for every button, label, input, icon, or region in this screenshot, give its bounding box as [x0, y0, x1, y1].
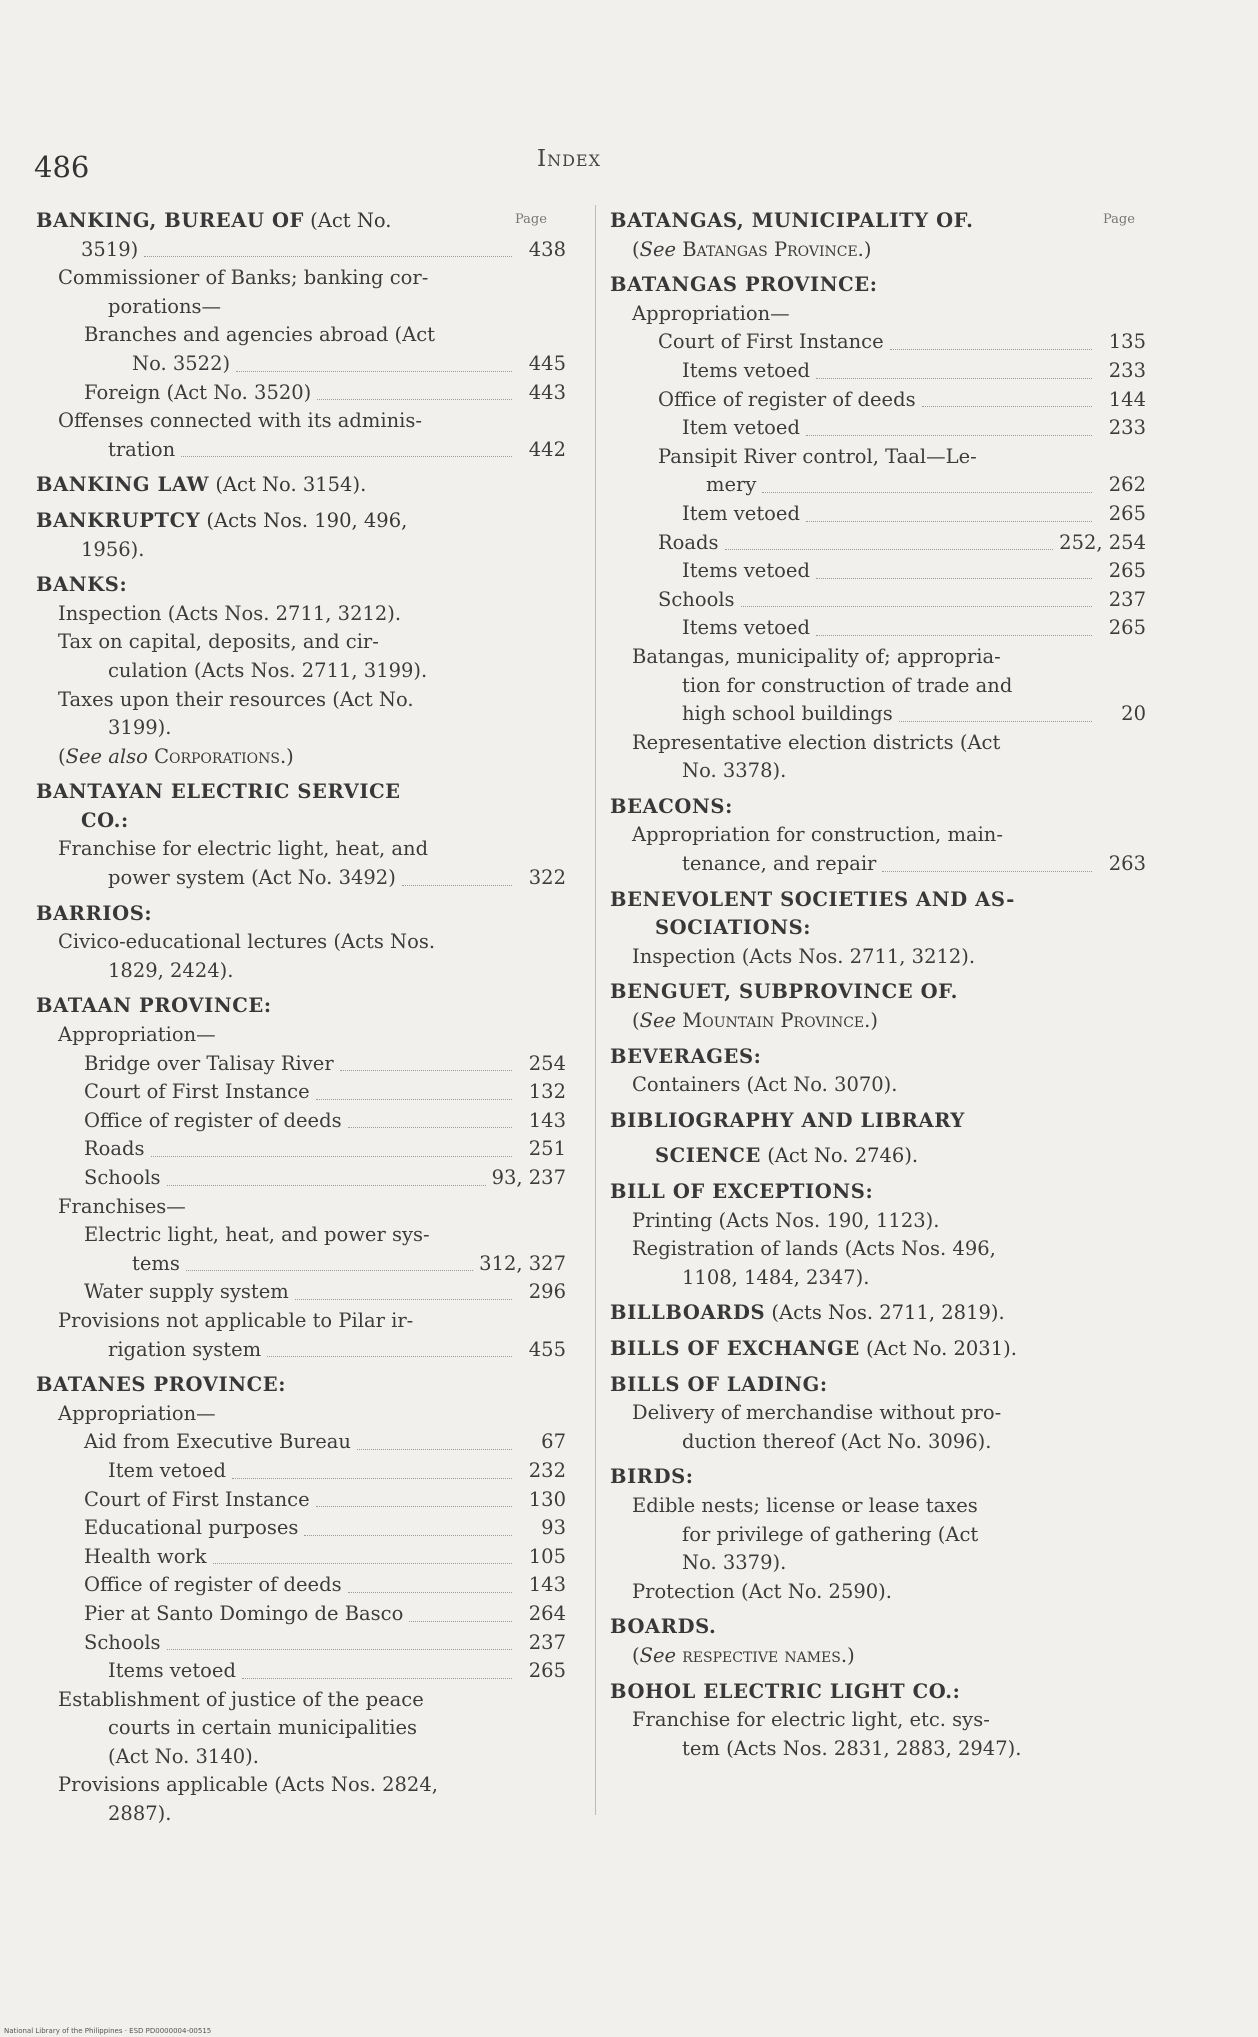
index-line: Inspection (Acts Nos. 2711, 3212).	[632, 944, 976, 968]
index-entry	[36, 1657, 566, 1686]
entry-text: Bridge over Talisay River	[84, 1051, 334, 1075]
index-line: 1108, 1484, 2347).	[682, 1265, 870, 1289]
index-entry	[36, 1050, 566, 1079]
heading-reference: (Act No. 3154).	[209, 473, 367, 497]
entry-page: 455	[528, 1337, 566, 1361]
entry-page: 265	[528, 1659, 566, 1683]
heading-term: BANTAYAN ELECTRIC SERVICE	[36, 780, 401, 804]
index-line: (Act No. 3140).	[108, 1744, 259, 1768]
index-entry	[610, 328, 1146, 357]
entry-page: 322	[528, 866, 566, 890]
heading-term: BILLS OF EXCHANGE	[610, 1336, 860, 1360]
index-line: Protection (Act No. 2590).	[632, 1579, 892, 1603]
index-heading	[610, 1178, 1146, 1207]
index-line: Civico-educational lectures (Acts Nos.	[58, 930, 436, 954]
index-line: Provisions applicable (Acts Nos. 2824,	[58, 1773, 438, 1797]
entry-text: Court of First Instance	[658, 330, 884, 354]
entry-text: Court of First Instance	[84, 1080, 310, 1104]
see-target: Mountain Province.	[682, 1009, 871, 1033]
see-word: See also	[65, 744, 148, 768]
index-entry	[36, 1336, 566, 1365]
leader-dots	[242, 1678, 512, 1679]
see-target: Corporations.	[154, 744, 287, 768]
entry-text: tration	[108, 437, 176, 461]
index-heading	[610, 1371, 1146, 1400]
index-heading	[610, 793, 1146, 822]
entry-text: Office of register of deeds	[658, 387, 916, 411]
index-entry	[36, 1543, 566, 1572]
index-line: Registration of lands (Acts Nos. 496,	[632, 1237, 996, 1261]
see-word: See	[639, 1643, 677, 1667]
entry-text: rigation system	[108, 1337, 262, 1361]
entry-page: 67	[541, 1430, 566, 1454]
entry-text: Item vetoed	[108, 1458, 226, 1482]
leader-dots	[316, 1506, 512, 1507]
leader-dots	[317, 399, 512, 400]
index-heading	[610, 1678, 1146, 1707]
index-line: tem (Acts Nos. 2831, 2883, 2947).	[682, 1736, 1022, 1760]
leader-dots	[882, 871, 1092, 872]
entry-text: Foreign (Act No. 3520)	[84, 380, 312, 404]
index-heading	[610, 1299, 1146, 1328]
index-heading	[36, 992, 566, 1021]
entry-page: 130	[528, 1487, 566, 1511]
cross-reference: (See Batangas Province.)	[632, 237, 872, 261]
index-line: Commissioner of Banks; banking cor-	[58, 266, 429, 290]
running-head: Index	[537, 146, 601, 172]
heading-term: BARRIOS:	[36, 901, 153, 925]
heading-term: BIRDS:	[610, 1465, 694, 1489]
entry-text: Aid from Executive Bureau	[84, 1430, 351, 1454]
entry-text: 3519)	[81, 237, 139, 261]
entry-page: 296	[528, 1280, 566, 1304]
index-entry	[610, 586, 1146, 615]
index-line: No. 3378).	[682, 759, 787, 783]
index-line: 1829, 2424).	[108, 958, 234, 982]
entry-page: 443	[528, 380, 566, 404]
index-line: Franchises—	[58, 1194, 186, 1218]
see-target: Batangas Province.	[682, 237, 864, 261]
index-line: Appropriation—	[632, 301, 790, 325]
leader-dots	[816, 578, 1092, 579]
leader-dots	[890, 349, 1092, 350]
leader-dots	[409, 1621, 512, 1622]
index-heading	[36, 778, 566, 807]
leader-dots	[167, 1185, 486, 1186]
footer-text: National Library of the Philippines · ESD PD0000004-00515	[4, 2027, 212, 2035]
leader-dots	[181, 456, 512, 457]
entry-text: Schools	[84, 1166, 161, 1189]
entry-page: 265	[1108, 559, 1146, 583]
index-entry	[36, 1600, 566, 1629]
heading-term: BATAAN PROVINCE:	[36, 994, 272, 1018]
index-line: 3199).	[108, 716, 172, 740]
index-heading	[610, 1043, 1146, 1072]
index-line: Pansipit River control, Taal—Le-	[658, 444, 977, 468]
entry-text: Water supply system	[84, 1280, 289, 1304]
index-entry	[36, 1428, 566, 1457]
heading-term: BATANES PROVINCE:	[36, 1373, 287, 1397]
index-line: Containers (Act No. 3070).	[632, 1073, 898, 1097]
entry-text: Items vetoed	[682, 358, 810, 382]
entry-page: 265	[1108, 616, 1146, 640]
heading-term: BENEVOLENT SOCIETIES AND AS-	[610, 887, 1015, 911]
entry-text: Items vetoed	[682, 616, 810, 640]
index-line: 2887).	[108, 1802, 172, 1826]
index-heading	[36, 507, 566, 536]
index-line: Inspection (Acts Nos. 2711, 3212).	[58, 601, 402, 625]
entry-page: 93, 237	[491, 1166, 566, 1189]
index-heading	[36, 571, 566, 600]
index-entry	[36, 1457, 566, 1486]
index-line: Appropriation—	[58, 1401, 216, 1425]
leader-dots	[816, 635, 1092, 636]
leader-dots	[144, 256, 512, 257]
heading-term: BANKRUPTCY	[36, 508, 201, 532]
heading-reference: (Act No. 2746).	[761, 1144, 919, 1168]
index-line: Branches and agencies abroad (Act	[84, 323, 435, 347]
index-entry	[36, 1571, 566, 1600]
heading-term: BEVERAGES:	[610, 1044, 762, 1068]
index-heading	[36, 1371, 566, 1400]
entry-page: 254	[528, 1051, 566, 1075]
index-line: Franchise for electric light, heat, and	[58, 837, 429, 861]
index-entry	[610, 471, 1146, 500]
index-entry	[36, 1486, 566, 1515]
entry-text: Office of register of deeds	[84, 1573, 342, 1597]
see-word: See	[639, 237, 677, 261]
index-entry	[36, 1250, 566, 1279]
index-column-right	[610, 200, 1146, 1763]
leader-dots	[741, 606, 1092, 607]
index-line: Appropriation—	[58, 1023, 216, 1047]
entry-text: Court of First Instance	[84, 1487, 310, 1511]
heading-term: BANKING LAW	[36, 473, 210, 497]
leader-dots	[348, 1592, 512, 1593]
entry-text: Educational purposes	[84, 1516, 299, 1540]
entry-page: 445	[528, 351, 566, 375]
entry-text: Item vetoed	[682, 416, 800, 440]
index-entry	[610, 357, 1146, 386]
index-entry	[36, 1514, 566, 1543]
index-heading	[610, 207, 1146, 236]
index-heading	[36, 900, 566, 929]
entry-text: tenance, and repair	[682, 852, 877, 876]
entry-page: 105	[528, 1544, 566, 1568]
index-entry	[610, 850, 1146, 879]
index-entry	[36, 236, 566, 265]
heading-reference: (Acts Nos. 190, 496,	[200, 508, 408, 532]
entry-text: Schools	[658, 587, 735, 611]
index-line: Electric light, heat, and power sys-	[84, 1223, 430, 1247]
index-heading	[610, 1335, 1146, 1364]
index-line: porations—	[108, 294, 222, 318]
index-entry	[610, 529, 1146, 558]
index-entry	[610, 614, 1146, 643]
page-col-label-left: Page	[515, 212, 547, 227]
index-line: courts in certain municipalities	[108, 1716, 418, 1740]
index-entry	[610, 386, 1146, 415]
heading-reference: (Act No.	[303, 209, 392, 232]
index-heading	[610, 1463, 1146, 1492]
index-line: Representative election districts (Act	[632, 730, 1001, 754]
entry-text: Schools	[84, 1630, 161, 1654]
entry-page: 132	[528, 1080, 566, 1104]
index-line: culation (Acts Nos. 2711, 3199).	[108, 658, 428, 682]
entry-text: Roads	[658, 530, 719, 554]
entry-page: 93	[541, 1516, 566, 1540]
index-line: 1956).	[81, 537, 145, 561]
heading-term: BEACONS:	[610, 794, 733, 818]
index-line: Delivery of merchandise without pro-	[632, 1401, 1002, 1425]
cross-reference: (See also Corporations.)	[58, 744, 294, 768]
entry-text: Health work	[84, 1544, 207, 1568]
leader-dots	[167, 1649, 512, 1650]
entry-text: No. 3522)	[132, 351, 231, 375]
heading-term: BANKS:	[36, 573, 128, 597]
page-number: 486	[34, 150, 90, 184]
entry-text: Roads	[84, 1137, 145, 1161]
heading-term: BILLS OF LADING:	[610, 1372, 828, 1396]
entry-text: mery	[706, 473, 757, 497]
entry-page: 265	[1108, 501, 1146, 525]
entry-text: Items vetoed	[108, 1659, 236, 1683]
index-heading	[36, 471, 566, 500]
entry-page: 237	[528, 1630, 566, 1654]
index-line: Establishment of justice of the peace	[58, 1687, 424, 1711]
heading-term: BILLBOARDS	[610, 1301, 766, 1325]
leader-dots	[267, 1356, 512, 1357]
leader-dots	[402, 885, 512, 886]
index-line: duction thereof (Act No. 3096).	[682, 1429, 992, 1453]
index-entry	[610, 700, 1146, 729]
entry-page: 20	[1121, 702, 1146, 726]
index-entry	[36, 350, 566, 379]
entry-page: 263	[1108, 852, 1146, 876]
index-heading	[610, 271, 1146, 300]
entry-page: 143	[528, 1108, 566, 1132]
entry-page: 233	[1108, 416, 1146, 440]
leader-dots	[725, 549, 1054, 550]
index-heading	[610, 886, 1146, 915]
leader-dots	[186, 1270, 473, 1271]
index-heading	[610, 1142, 1146, 1171]
heading-term: BANKING, BUREAU OF	[36, 209, 304, 232]
leader-dots	[348, 1127, 512, 1128]
leader-dots	[806, 435, 1092, 436]
leader-dots	[295, 1299, 512, 1300]
leader-dots	[304, 1535, 512, 1536]
entry-page: 264	[528, 1601, 566, 1625]
cross-reference: (See respective names.)	[632, 1643, 855, 1667]
entry-page: 143	[528, 1573, 566, 1597]
index-heading	[610, 1613, 1146, 1642]
index-line: Provisions not applicable to Pilar ir-	[58, 1308, 414, 1332]
index-line: Printing (Acts Nos. 190, 1123).	[632, 1208, 940, 1232]
entry-text: tems	[132, 1251, 180, 1275]
entry-page: 262	[1108, 473, 1146, 497]
leader-dots	[236, 371, 512, 372]
leader-dots	[816, 378, 1092, 379]
heading-term: BATANGAS PROVINCE:	[610, 273, 878, 297]
leader-dots	[899, 721, 1092, 722]
index-heading-continuation: CO.:	[81, 808, 129, 832]
index-line: tion for construction of trade and	[682, 673, 1013, 697]
heading-term: BATANGAS, MUNICIPALITY OF.	[610, 209, 974, 232]
entry-page: 312, 327	[479, 1251, 566, 1275]
entry-page: 232	[528, 1458, 566, 1482]
see-target: respective names.	[682, 1643, 848, 1667]
heading-term: BIBLIOGRAPHY AND LIBRARY	[610, 1108, 965, 1132]
index-heading	[610, 978, 1146, 1007]
index-entry	[610, 500, 1146, 529]
index-entry	[610, 557, 1146, 586]
index-entry	[36, 864, 566, 893]
entry-text: Item vetoed	[682, 501, 800, 525]
leader-dots	[922, 406, 1092, 407]
page-col-label-right: Page	[1103, 212, 1135, 227]
index-entry	[36, 1629, 566, 1658]
heading-term: BOARDS.	[610, 1615, 717, 1639]
leader-dots	[357, 1449, 512, 1450]
entry-text: Office of register of deeds	[84, 1108, 342, 1132]
heading-reference: (Act No. 2031).	[859, 1336, 1017, 1360]
index-line: No. 3379).	[682, 1551, 787, 1575]
index-entry	[36, 1164, 566, 1193]
entry-page: 237	[1108, 587, 1146, 611]
index-line: Appropriation for construction, main-	[632, 823, 1003, 847]
leader-dots	[232, 1478, 512, 1479]
index-heading	[36, 207, 566, 236]
entry-text: power system (Act No. 3492)	[108, 866, 396, 890]
heading-reference: (Acts Nos. 2711, 2819).	[765, 1301, 1005, 1325]
index-line: for privilege of gathering (Act	[682, 1522, 979, 1546]
entry-page: 252, 254	[1059, 530, 1146, 554]
heading-term: BENGUET, SUBPROVINCE OF.	[610, 980, 959, 1004]
entry-page: 442	[528, 437, 566, 461]
leader-dots	[151, 1156, 512, 1157]
index-entry	[36, 1135, 566, 1164]
entry-text: Pier at Santo Domingo de Basco	[84, 1601, 404, 1625]
index-line: Edible nests; license or lease taxes	[632, 1493, 978, 1517]
heading-term: SCIENCE	[655, 1144, 761, 1168]
entry-page: 144	[1108, 387, 1146, 411]
leader-dots	[316, 1099, 512, 1100]
index-heading	[610, 1107, 1146, 1136]
see-word: See	[639, 1009, 677, 1033]
entry-page: 233	[1108, 358, 1146, 382]
leader-dots	[340, 1070, 512, 1071]
leader-dots	[762, 492, 1092, 493]
index-line: Taxes upon their resources (Act No.	[58, 687, 414, 711]
entry-page: 438	[528, 237, 566, 261]
index-entry	[610, 414, 1146, 443]
entry-text: high school buildings	[682, 702, 893, 726]
entry-page: 135	[1108, 330, 1146, 354]
index-line: Franchise for electric light, etc. sys-	[632, 1708, 990, 1732]
index-entry	[36, 1107, 566, 1136]
index-line: Offenses connected with its adminis-	[58, 409, 423, 433]
entry-page: 251	[528, 1137, 566, 1161]
leader-dots	[806, 521, 1092, 522]
heading-term: BILL OF EXCEPTIONS:	[610, 1180, 874, 1203]
heading-term: BOHOL ELECTRIC LIGHT CO.:	[610, 1679, 961, 1703]
index-entry	[36, 436, 566, 465]
cross-reference: (See Mountain Province.)	[632, 1009, 878, 1033]
entry-text: Items vetoed	[682, 559, 810, 583]
index-heading-continuation: SOCIATIONS:	[655, 916, 812, 940]
index-column-left	[36, 200, 566, 1829]
index-line: Batangas, municipality of; appropria-	[632, 644, 1001, 668]
index-entry	[36, 1078, 566, 1107]
index-line: Tax on capital, deposits, and cir-	[58, 630, 379, 654]
index-entry	[36, 379, 566, 408]
leader-dots	[213, 1563, 512, 1564]
column-divider	[595, 205, 596, 1815]
index-entry	[36, 1278, 566, 1307]
